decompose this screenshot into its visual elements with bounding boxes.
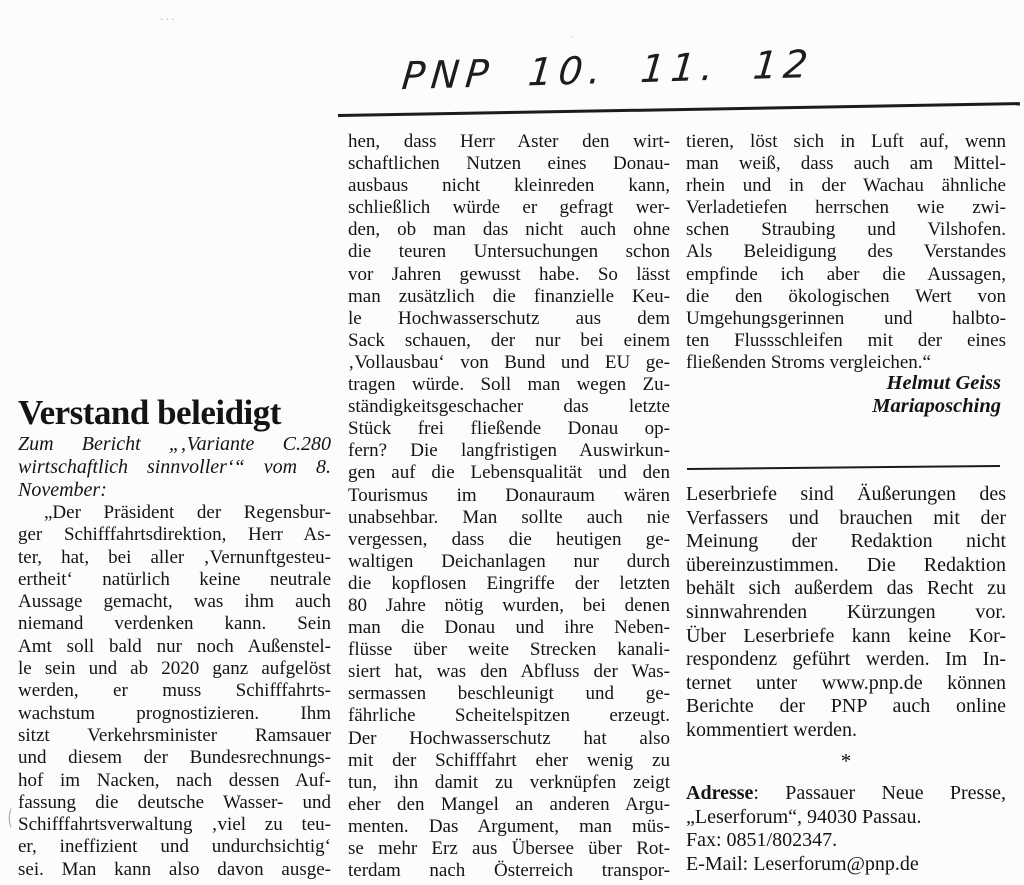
text-line: Verfassers und brauchen mit der [686,506,1006,529]
right-column-body [686,131,1006,374]
text-line: flüsse über weite Strecken kanali- [348,639,670,661]
text-line: sermassen beschleunigt und ge- [348,683,670,705]
scan-artifact-margin: ( [7,806,13,830]
text-line: kommentiert werden. [686,718,858,741]
address-line-1-rest: : Passauer Neue Presse, [753,782,1006,804]
left-column [18,393,331,881]
text-line: respondenz geführt werden. Im In- [686,648,1006,671]
text-line: Sack schauen, der nur bei einem [348,329,670,351]
text-line: wachstum prognostizieren. Ihm [18,702,331,724]
text-line: ger Schifffahrtsdirektion, Herr As- [18,524,331,546]
text-line: fließenden Stroms vergleichen.“ [686,351,931,373]
text-line: le Hochwasserschutz aus dem [348,307,670,329]
text-line: E-Mail: Leserforum@pnp.de [686,852,919,875]
text-line: fährliche Scheitelspitzen erzeugt. [348,705,670,727]
text-line: niemand verdenken kann. Sein [18,613,331,635]
text-line: ausbaus nicht kleinreden kann, [348,175,670,197]
text-line: vergessen, dass die heutigen ge- [348,528,670,550]
text-line: hof im Nacken, nach dessen Auf- [18,769,331,791]
middle-column-body [348,131,670,882]
text-line: waltigen Deichanlagen nur durch [348,550,670,572]
text-line: tun, ihn damit zu verknüpfen zeigt [348,771,670,793]
text-line: schaftlichen Nutzen eines Donau- [348,153,670,175]
text-line: Umgehungsgerinnen und halbto- [686,307,1006,329]
text-line: fern? Die langfristigen Auswirkun- [348,440,670,462]
text-line: tieren, löst sich in Luft auf, wenn [686,131,1006,152]
text-line: mit der Schifffahrt eher wenig zu [348,749,670,771]
text-line: menten. Das Argument, man müs- [348,815,670,837]
text-line: „Der Präsident der Regensbur- [44,502,331,523]
text-line: man die Donau und ihre Neben- [348,617,670,639]
text-line: ständigkeitsgeschacher das letzte [348,396,670,418]
address-label: Adresse [686,782,754,804]
text-line: er, ineffizient und undurchsichtig‘ [18,836,331,858]
text-line: se mehr Erz aus Übersee über Rot- [348,838,670,859]
text-line: Leserbriefe sind Äußerungen des [686,483,1006,505]
text-line: hen, dass Herr Aster den wirt- [348,131,670,152]
text-line: terdam nach Österreich transpor- [348,860,670,882]
text-line: ternet unter www.pnp.de können [686,671,1006,694]
text-line: sinnwahrenden Kürzungen vor. [686,600,1006,623]
text-line: unabsehbar. Man sollte auch nie [348,506,670,528]
text-line: Als Beleidigung des Verstandes [686,241,1006,263]
text-line: man weiß, dass auch am Mittel- [686,153,1006,175]
text-line: die den ökologischen Wert von [686,285,1006,307]
text-line: eher den Mangel an anderen Argu- [348,793,670,815]
text-line: werden, er muss Schifffahrts- [18,680,331,702]
article-headline: Verstand beleidigt [18,393,281,432]
text-line: Meinung der Redaktion nicht [686,530,1006,553]
text-line: Aussage gemacht, was ihm auch [18,591,331,613]
text-line: man zusätzlich die finanzielle Keu- [348,285,670,307]
text-line: Amt soll bald nur noch Außenstel- [18,635,331,657]
text-line: empfinde ich aber die Aussagen, [686,263,1006,285]
address-line-1 [686,782,1006,806]
text-line: den, ob man das nicht auch ohne [348,219,670,241]
scan-artifact-top: ··· [160,13,177,26]
section-divider-rule [687,465,1000,470]
text-line: rhein und in der Wachau ähnliche [686,175,1006,197]
letter-signature [686,372,1001,418]
left-column-body [18,502,331,881]
text-line: Zum Bericht „‚Variante C.280 [18,433,331,455]
text-line: le sein und ab 2020 ganz aufgelöst [18,658,331,680]
column-top-rule [338,102,1020,116]
text-line: Schifffahrtsverwaltung ‚viel zu teu- [18,814,331,836]
text-line: gen auf die Lebensqualität und den [348,462,670,484]
text-line: ten Flussschleifen mit der eines [686,329,1006,351]
text-line: Der Hochwasserschutz hat also [348,727,670,749]
text-line: Fax: 0851/802347. [686,829,838,852]
text-line: ‚Vollausbau‘ von Bund und EU ge- [348,351,670,373]
text-line: die kopflosen Eingriffe der letzten [348,572,670,594]
text-line: wirtschaftlich sinnvoller‘“ vom 8. [18,456,331,478]
text-line: ter, hat, bei aller ‚Vernunftgesteu- [18,546,331,568]
text-line: und diesem der Bundesrechnungs- [18,747,331,769]
address-lines [686,806,1006,877]
text-line: Berichte der PNP auch online [686,695,1006,718]
text-line: Mariaposching [872,395,1001,417]
text-line: November: [18,479,107,501]
text-line: Stück frei fließende Donau op- [348,418,670,440]
text-line: 80 Jahre nötig wurden, bei denen [348,594,670,616]
footnote-star: * [840,749,852,773]
text-line: „Leserforum“, 94030 Passau. [686,805,922,828]
text-line: Helmut Geiss [886,372,1001,394]
text-line: vor Jahren gewusst habe. So lässt [348,263,670,285]
text-line: übereinzustimmen. Die Redaktion [686,553,1006,576]
text-line: ertheit‘ natürlich keine neutrale [18,568,331,590]
editorial-disclaimer [686,483,1006,743]
text-line: sitzt Verkehrsminister Ramsauer [18,724,331,746]
text-line: Tourismus im Donauraum wären [348,484,670,506]
text-line: behält sich außerdem das Recht zu [686,577,1006,600]
scan-artifact-center: · [570,30,574,44]
text-line: die teuren Untersuchungen schon [348,241,670,263]
article-subhead [18,433,331,502]
handwritten-date-annotation: PNP 10. 11. 12 [400,41,816,99]
text-line: schließlich würde er gefragt wer- [348,197,670,219]
text-line: Über Leserbriefe kann keine Kor- [686,624,1006,647]
text-line: siert hat, was den Abfluss der Was- [348,661,670,683]
address-block [686,782,1006,876]
text-line: tragen würde. Soll man wegen Zu- [348,374,670,396]
text-line: fassung die deutsche Wasser- und [18,791,331,813]
text-line: schen Straubing und Vilshofen. [686,219,1006,241]
text-line: sei. Man kann also davon ausge- [18,858,331,880]
text-line: Verladetiefen herrschen wie zwi- [686,197,1006,219]
right-column [686,131,1006,885]
